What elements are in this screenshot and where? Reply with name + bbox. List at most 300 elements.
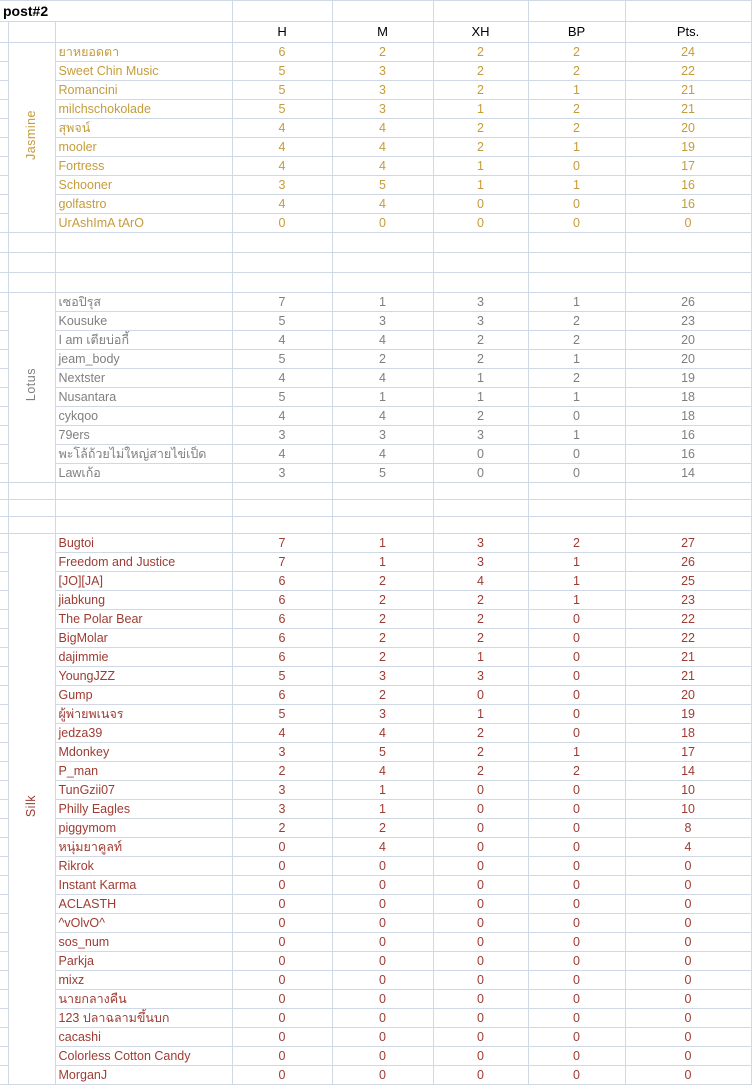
table-row	[0, 214, 751, 233]
table-row	[0, 1009, 751, 1028]
stat-cell-bp: 2	[528, 119, 625, 138]
stat-cell-h: 0	[232, 895, 332, 914]
stat-cell-bp: 0	[528, 407, 625, 426]
stat-cell-h: 6	[232, 43, 332, 62]
margin-cell	[0, 572, 8, 591]
stat-cell-xh: 0	[433, 214, 528, 233]
table-row	[0, 686, 751, 705]
group-label-cell	[8, 293, 55, 483]
player-name-cell: Fortress	[55, 157, 232, 176]
margin-cell	[0, 388, 8, 407]
stat-cell-m: 4	[332, 138, 433, 157]
stat-cell-bp: 2	[528, 762, 625, 781]
stat-cell-xh: 1	[433, 100, 528, 119]
stat-cell-pts: 26	[625, 293, 751, 312]
player-name-cell: Rikrok	[55, 857, 232, 876]
stat-cell-h: 0	[232, 1047, 332, 1066]
table-row	[0, 914, 751, 933]
empty-cell	[232, 517, 332, 534]
margin-cell	[0, 800, 8, 819]
stat-cell-m: 1	[332, 800, 433, 819]
stat-cell-bp: 0	[528, 1047, 625, 1066]
stat-cell-bp: 0	[528, 819, 625, 838]
stat-cell-m: 4	[332, 119, 433, 138]
table-row	[0, 838, 751, 857]
stat-cell-pts: 0	[625, 876, 751, 895]
stat-cell-m: 0	[332, 895, 433, 914]
player-name-cell: 79ers	[55, 426, 232, 445]
margin-cell	[0, 648, 8, 667]
empty-cell	[8, 253, 55, 273]
stat-cell-pts: 21	[625, 100, 751, 119]
stat-cell-pts: 23	[625, 312, 751, 331]
empty-cell	[8, 483, 55, 500]
stat-cell-m: 0	[332, 914, 433, 933]
stat-cell-xh: 0	[433, 1047, 528, 1066]
stat-cell-xh: 2	[433, 591, 528, 610]
stat-cell-pts: 22	[625, 629, 751, 648]
player-name-cell: หนุ่มยาคูลท์	[55, 838, 232, 857]
table-row	[0, 100, 751, 119]
stat-cell-m: 0	[332, 1066, 433, 1085]
empty-cell	[528, 517, 625, 534]
player-name-cell: P_man	[55, 762, 232, 781]
player-name-cell: Bugtoi	[55, 534, 232, 553]
table-row	[0, 350, 751, 369]
stat-cell-m: 0	[332, 1009, 433, 1028]
group-label: Silk	[24, 795, 39, 818]
stat-cell-h: 4	[232, 331, 332, 350]
stat-cell-bp: 0	[528, 667, 625, 686]
stat-cell-bp: 0	[528, 610, 625, 629]
empty-cell	[332, 233, 433, 253]
stat-cell-bp: 0	[528, 838, 625, 857]
stat-cell-m: 1	[332, 781, 433, 800]
stat-cell-m: 4	[332, 445, 433, 464]
empty-cell	[8, 233, 55, 253]
player-name-cell: สุพจน์	[55, 119, 232, 138]
stat-cell-pts: 0	[625, 1028, 751, 1047]
empty-cell	[528, 500, 625, 517]
column-header-m: M	[332, 22, 433, 43]
empty-cell	[625, 1, 751, 22]
stat-cell-h: 2	[232, 762, 332, 781]
stat-cell-h: 0	[232, 933, 332, 952]
stat-cell-m: 3	[332, 81, 433, 100]
stat-cell-pts: 0	[625, 990, 751, 1009]
stat-cell-h: 5	[232, 388, 332, 407]
margin-cell	[0, 1047, 8, 1066]
empty-cell	[0, 500, 8, 517]
player-name-cell: ยาหยอดตา	[55, 43, 232, 62]
player-name-cell: ผู้พ่ายพเนจร	[55, 705, 232, 724]
margin-cell	[0, 176, 8, 195]
table-row	[0, 464, 751, 483]
empty-cell	[8, 273, 55, 293]
stat-cell-m: 0	[332, 876, 433, 895]
stat-cell-xh: 0	[433, 895, 528, 914]
stat-cell-m: 2	[332, 629, 433, 648]
stat-cell-pts: 14	[625, 762, 751, 781]
player-name-cell: Kousuke	[55, 312, 232, 331]
stat-cell-bp: 2	[528, 62, 625, 81]
table-row	[0, 119, 751, 138]
margin-cell	[0, 667, 8, 686]
empty-cell	[625, 273, 751, 293]
table-row	[0, 857, 751, 876]
stat-cell-bp: 2	[528, 331, 625, 350]
empty-cell	[625, 483, 751, 500]
margin-cell	[0, 81, 8, 100]
player-name-cell: 123 ปลาฉลามขึ้นบก	[55, 1009, 232, 1028]
stat-cell-xh: 0	[433, 800, 528, 819]
player-name-cell: I am เตียบ่อกี้	[55, 331, 232, 350]
stat-cell-bp: 0	[528, 724, 625, 743]
player-name-cell: MorganJ	[55, 1066, 232, 1085]
margin-cell	[0, 743, 8, 762]
stat-cell-xh: 0	[433, 1009, 528, 1028]
stat-cell-h: 0	[232, 1066, 332, 1085]
margin-cell	[0, 591, 8, 610]
table-row	[0, 743, 751, 762]
margin-cell	[0, 610, 8, 629]
player-name-cell: jiabkung	[55, 591, 232, 610]
margin-cell	[0, 119, 8, 138]
margin-cell	[0, 195, 8, 214]
stat-cell-bp: 0	[528, 914, 625, 933]
table-row	[0, 781, 751, 800]
stat-cell-xh: 0	[433, 1066, 528, 1085]
stat-cell-m: 5	[332, 176, 433, 195]
margin-cell	[0, 876, 8, 895]
stat-cell-bp: 2	[528, 43, 625, 62]
stat-cell-pts: 21	[625, 81, 751, 100]
stat-cell-pts: 18	[625, 407, 751, 426]
empty-cell	[433, 500, 528, 517]
margin-cell	[0, 705, 8, 724]
stat-cell-xh: 0	[433, 933, 528, 952]
stat-cell-xh: 2	[433, 407, 528, 426]
player-name-cell: jeam_body	[55, 350, 232, 369]
stat-cell-xh: 3	[433, 667, 528, 686]
empty-cell	[528, 483, 625, 500]
margin-cell	[0, 914, 8, 933]
stat-cell-xh: 0	[433, 1028, 528, 1047]
empty-cell	[55, 483, 232, 500]
stat-cell-pts: 0	[625, 1047, 751, 1066]
stat-cell-pts: 10	[625, 800, 751, 819]
stat-cell-h: 0	[232, 914, 332, 933]
margin-cell	[0, 407, 8, 426]
margin-cell	[0, 629, 8, 648]
margin-cell	[0, 445, 8, 464]
stat-cell-pts: 16	[625, 176, 751, 195]
stat-cell-pts: 16	[625, 426, 751, 445]
empty-cell	[625, 233, 751, 253]
empty-cell	[332, 273, 433, 293]
separator-row	[0, 500, 751, 517]
empty-cell	[0, 233, 8, 253]
stat-cell-pts: 19	[625, 369, 751, 388]
margin-cell	[0, 933, 8, 952]
margin-cell	[0, 895, 8, 914]
stat-cell-bp: 0	[528, 1066, 625, 1085]
player-name-cell: golfastro	[55, 195, 232, 214]
empty-cell	[8, 500, 55, 517]
stat-cell-m: 1	[332, 293, 433, 312]
empty-cell	[0, 22, 8, 43]
table-row	[0, 534, 751, 553]
table-row	[0, 369, 751, 388]
stat-cell-h: 7	[232, 534, 332, 553]
table-row	[0, 407, 751, 426]
player-name-cell: Philly Eagles	[55, 800, 232, 819]
empty-cell	[8, 517, 55, 534]
margin-cell	[0, 369, 8, 388]
player-name-cell: นายกลางคืน	[55, 990, 232, 1009]
stat-cell-h: 0	[232, 1009, 332, 1028]
stat-cell-h: 3	[232, 426, 332, 445]
stat-cell-m: 4	[332, 838, 433, 857]
group-label: Jasmine	[24, 109, 39, 161]
stat-cell-bp: 0	[528, 214, 625, 233]
column-header-row	[0, 22, 751, 43]
stat-cell-xh: 3	[433, 426, 528, 445]
table-row	[0, 331, 751, 350]
stat-cell-m: 3	[332, 62, 433, 81]
stat-cell-pts: 0	[625, 1009, 751, 1028]
stat-cell-bp: 1	[528, 553, 625, 572]
stat-cell-m: 2	[332, 648, 433, 667]
empty-cell	[528, 233, 625, 253]
margin-cell	[0, 553, 8, 572]
stat-cell-pts: 20	[625, 119, 751, 138]
stat-cell-h: 4	[232, 138, 332, 157]
margin-cell	[0, 62, 8, 81]
stat-cell-h: 5	[232, 100, 332, 119]
stat-cell-pts: 0	[625, 914, 751, 933]
score-table-body	[0, 1, 751, 1085]
empty-cell	[55, 253, 232, 273]
empty-cell	[232, 273, 332, 293]
stat-cell-bp: 1	[528, 743, 625, 762]
stat-cell-xh: 1	[433, 705, 528, 724]
column-header-pts: Pts.	[625, 22, 751, 43]
stat-cell-bp: 0	[528, 933, 625, 952]
table-row	[0, 667, 751, 686]
stat-cell-xh: 0	[433, 914, 528, 933]
table-row	[0, 62, 751, 81]
stat-cell-pts: 21	[625, 667, 751, 686]
stat-cell-xh: 2	[433, 138, 528, 157]
stat-cell-xh: 2	[433, 762, 528, 781]
empty-cell	[55, 517, 232, 534]
empty-cell	[332, 483, 433, 500]
table-row	[0, 293, 751, 312]
stat-cell-m: 4	[332, 407, 433, 426]
stat-cell-h: 4	[232, 407, 332, 426]
stat-cell-pts: 21	[625, 648, 751, 667]
stat-cell-m: 1	[332, 534, 433, 553]
stat-cell-m: 2	[332, 572, 433, 591]
stat-cell-bp: 0	[528, 990, 625, 1009]
stat-cell-bp: 1	[528, 388, 625, 407]
stat-cell-h: 4	[232, 445, 332, 464]
column-header-bp: BP	[528, 22, 625, 43]
empty-cell	[332, 500, 433, 517]
stat-cell-pts: 20	[625, 331, 751, 350]
stat-cell-bp: 1	[528, 350, 625, 369]
stat-cell-pts: 19	[625, 705, 751, 724]
stat-cell-xh: 2	[433, 724, 528, 743]
stat-cell-bp: 1	[528, 81, 625, 100]
stat-cell-xh: 0	[433, 838, 528, 857]
empty-cell	[433, 1, 528, 22]
table-row	[0, 591, 751, 610]
stat-cell-m: 0	[332, 952, 433, 971]
empty-cell	[433, 483, 528, 500]
stat-cell-xh: 0	[433, 195, 528, 214]
table-row	[0, 971, 751, 990]
stat-cell-m: 4	[332, 331, 433, 350]
stat-cell-pts: 17	[625, 157, 751, 176]
stat-cell-h: 5	[232, 81, 332, 100]
stat-cell-pts: 8	[625, 819, 751, 838]
group-label-cell	[8, 534, 55, 1085]
margin-cell	[0, 724, 8, 743]
stat-cell-m: 4	[332, 369, 433, 388]
empty-cell	[332, 517, 433, 534]
stat-cell-m: 5	[332, 464, 433, 483]
stat-cell-h: 7	[232, 293, 332, 312]
stat-cell-h: 5	[232, 705, 332, 724]
table-row	[0, 952, 751, 971]
stat-cell-bp: 1	[528, 426, 625, 445]
margin-cell	[0, 157, 8, 176]
stat-cell-m: 0	[332, 971, 433, 990]
stat-cell-bp: 0	[528, 1009, 625, 1028]
margin-cell	[0, 331, 8, 350]
stat-cell-h: 3	[232, 800, 332, 819]
margin-cell	[0, 952, 8, 971]
stat-cell-m: 2	[332, 43, 433, 62]
stat-cell-m: 5	[332, 743, 433, 762]
player-name-cell: Nusantara	[55, 388, 232, 407]
stat-cell-bp: 0	[528, 648, 625, 667]
table-row	[0, 876, 751, 895]
table-row	[0, 157, 751, 176]
stat-cell-pts: 27	[625, 534, 751, 553]
empty-cell	[55, 500, 232, 517]
stat-cell-xh: 3	[433, 312, 528, 331]
group-label: Lotus	[24, 368, 39, 402]
separator-row	[0, 253, 751, 273]
stat-cell-bp: 0	[528, 195, 625, 214]
stat-cell-bp: 2	[528, 534, 625, 553]
stat-cell-xh: 0	[433, 464, 528, 483]
table-row	[0, 553, 751, 572]
empty-cell	[232, 253, 332, 273]
stat-cell-pts: 16	[625, 445, 751, 464]
margin-cell	[0, 312, 8, 331]
stat-cell-bp: 1	[528, 138, 625, 157]
stat-cell-bp: 0	[528, 781, 625, 800]
stat-cell-pts: 0	[625, 857, 751, 876]
empty-cell	[625, 517, 751, 534]
stat-cell-xh: 4	[433, 572, 528, 591]
stat-cell-xh: 1	[433, 369, 528, 388]
player-name-cell: Mdonkey	[55, 743, 232, 762]
stat-cell-bp: 0	[528, 445, 625, 464]
table-row	[0, 138, 751, 157]
player-name-cell: ^vOlvO^	[55, 914, 232, 933]
stat-cell-bp: 0	[528, 895, 625, 914]
stat-cell-xh: 2	[433, 43, 528, 62]
empty-cell	[232, 483, 332, 500]
player-name-cell: piggymom	[55, 819, 232, 838]
stat-cell-h: 0	[232, 876, 332, 895]
margin-cell	[0, 1066, 8, 1085]
empty-cell	[433, 233, 528, 253]
stat-cell-xh: 2	[433, 350, 528, 369]
stat-cell-h: 3	[232, 464, 332, 483]
stat-cell-xh: 2	[433, 629, 528, 648]
stat-cell-xh: 0	[433, 445, 528, 464]
stat-cell-h: 6	[232, 648, 332, 667]
stat-cell-h: 0	[232, 214, 332, 233]
empty-cell	[0, 517, 8, 534]
table-row	[0, 1028, 751, 1047]
empty-cell	[232, 1, 332, 22]
stat-cell-h: 4	[232, 119, 332, 138]
stat-cell-pts: 24	[625, 43, 751, 62]
player-name-cell: The Polar Bear	[55, 610, 232, 629]
stat-cell-pts: 17	[625, 743, 751, 762]
margin-cell	[0, 762, 8, 781]
stat-cell-m: 4	[332, 762, 433, 781]
stat-cell-m: 0	[332, 990, 433, 1009]
separator-row	[0, 483, 751, 500]
stat-cell-h: 6	[232, 610, 332, 629]
player-name-cell: sos_num	[55, 933, 232, 952]
stat-cell-bp: 2	[528, 312, 625, 331]
stat-cell-h: 6	[232, 686, 332, 705]
stat-cell-xh: 3	[433, 553, 528, 572]
stat-cell-xh: 2	[433, 743, 528, 762]
table-row	[0, 81, 751, 100]
table-row	[0, 819, 751, 838]
stat-cell-xh: 0	[433, 990, 528, 1009]
stat-cell-xh: 2	[433, 81, 528, 100]
stat-cell-bp: 0	[528, 876, 625, 895]
stat-cell-h: 5	[232, 312, 332, 331]
stat-cell-pts: 14	[625, 464, 751, 483]
margin-cell	[0, 838, 8, 857]
stat-cell-m: 0	[332, 857, 433, 876]
stat-cell-xh: 1	[433, 648, 528, 667]
stat-cell-xh: 0	[433, 876, 528, 895]
empty-cell	[332, 1, 433, 22]
player-name-cell: ACLASTH	[55, 895, 232, 914]
stat-cell-xh: 0	[433, 952, 528, 971]
stat-cell-m: 4	[332, 157, 433, 176]
stat-cell-bp: 0	[528, 857, 625, 876]
stat-cell-h: 7	[232, 553, 332, 572]
margin-cell	[0, 214, 8, 233]
empty-cell	[528, 253, 625, 273]
stat-cell-h: 4	[232, 724, 332, 743]
stat-cell-h: 4	[232, 195, 332, 214]
